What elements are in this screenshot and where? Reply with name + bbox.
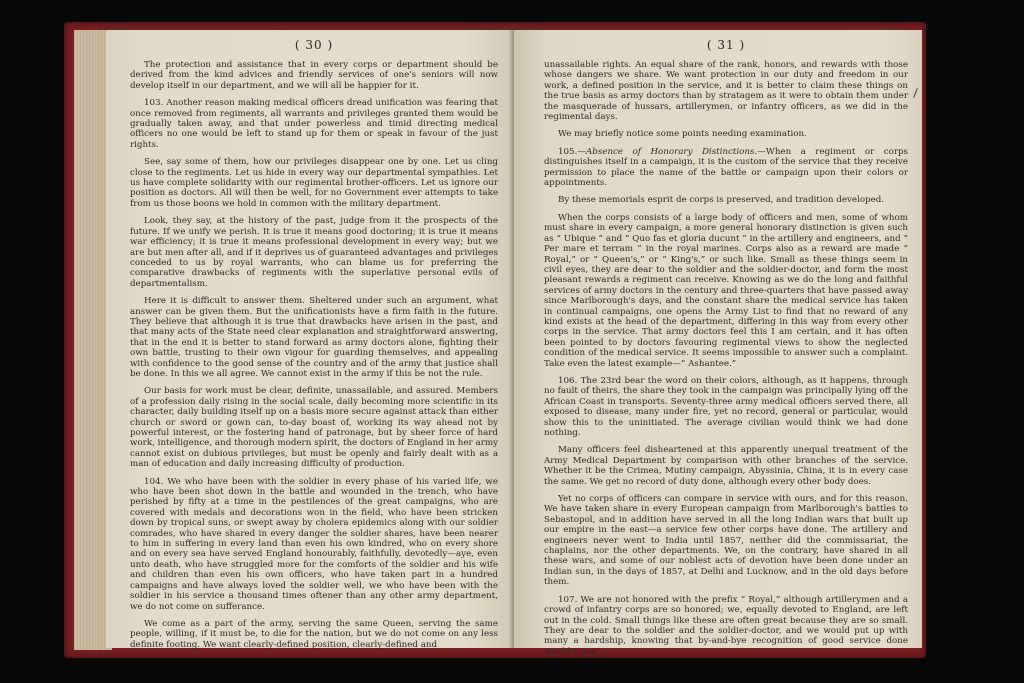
left-paragraph: Our basis for work must be clear, definite, unassailable, and assured. Members of a profession daily rising in the social scale, daily becoming more scientific in its character, daily building itself up on a basis more secure against attack than either church or sword or gown can, to-day boast of, working its way ahead not by powerful interest, or the fostering hand of patronage, but by sheer force of hard work, intelligence, and thorough modern spirit, the doctors of England in her army cannot exist on dubious privileges, but must be openly and fairly dealt with as a man of education and daily increasing difficulty of production. <box>130 386 498 470</box>
left-paragraph: Look, they say, at the history of the past, judge from it the prospects of the future. If we unify we perish. It is true it means good doctoring; it is true it means war efficiency; it is true it means professional development in every way; but we are but men after all, and if it deprives us of guaranteed advantages and privileges conceded to us by royal warrants, who can blame us for preferring the comparative drawbacks of regiments with the superlative personal evils of departmentalism. <box>130 216 498 289</box>
right-paragraph: We may briefly notice some points needing examination. <box>558 129 807 140</box>
right-paragraph: unassailable rights. An equal share of the rank, honors, and rewards with those whose dangers we share. We want protection in our duty and freedom in our work, a defined position in the service, and it is better to claim these things on the true basis as army doctors than by stratagem as it were to obtain them under the masquerade of hussars, artillerymen, or infantry officers, as we did in the regimental days. <box>544 60 908 123</box>
right-page <box>514 30 922 657</box>
right-paragraph: By these memorials esprit de corps is preserved, and tradition developed. <box>558 195 885 206</box>
left-paragraph: The protection and assistance that in every corps or department should be derived from the kind advices and friendly services of one's seniors will now develop itself in our department, and we will all be happier for it. <box>130 60 498 91</box>
section-105-heading: Absence of Honorary Distinctions. <box>586 146 758 157</box>
left-paragraph: See, say some of them, how our privileges disappear one by one. Let us cling close to the regiments. Let us hide in every way our departmental sympathies. Let us have complete solidarity with our regimental brother-officers. Let us ignore our position as doctors. All will then be well, for no Government ever attempts to take from us those boons we hold in common with the military department. <box>130 157 498 209</box>
margin-mark <box>913 88 917 98</box>
section-105-number: 105.— <box>558 146 587 157</box>
left-paragraph: 104. We who have been with the soldier in every phase of his varied life, we who have been shot down in the battle and wounded in the trench, who have perished by fifty at a time in the pestilences of the great campaigns, who are covered with medals and decorations won in the field, who have been stricken down by tropical suns, or swept away by cholera epidemics along with our soldier comrades, who have shared in every danger the soldier shares, have been nearer to him in suffering in every land than even his own kindred, who on every shore and on every sea have served England honourably, faithfully, devotedly—aye, even unto death, who have struggled more for the comforts of the soldier and his wife and children than even his own officers, who have taken part in a hundred campaigns and have always loved the soldier well, we who have been with the soldier in his service a thousand times oftener than any other army department, we do not come on sufferance. <box>130 476 498 612</box>
left-paragraph: We come as a part of the army, serving the same Queen, serving the same people, willing, if it must be, to die for the nation, but we do not come on any less definite footing. We want clearly-defined position, clearly-defined and <box>130 618 498 650</box>
section-105-paragraph: 105.—Absence of Honorary Distinctions.—When a regiment or corps distinguishes itself in a campaign, it is the custom of the service that they receive permission to place the name of the battle or campaign upon their colors or appointments. <box>544 146 908 189</box>
left-paragraph: 103. Another reason making medical officers dread unification was fearing that once removed from regiments, all warrants and privileges granted them would be gradually taken away, and that under powerless and timid directing medical officers no one would be left to stand up for them or speak in favour of the just rights. <box>130 98 498 150</box>
right-paragraph: 107. We are not honored with the prefix “ Royal,” although artillerymen and a crowd of infantry corps are so honored; we, equally devoted to England, are left out in the cold. Small things like these are often great because they are so small. They are dear to the soldier and the soldier-doctor, and we would put up with many a hardship, knowing that by-and-bye recognition of good service done would come. <box>544 594 908 657</box>
right-page-number: ( 31 ) <box>706 38 746 52</box>
left-page-number: ( 30 ) <box>294 38 334 52</box>
right-paragraph: Yet no corps of officers can compare in service with ours, and for this reason. We have taken share in every European campaign from Marlborough's battles to Sebastopol, and in addition have served in all the long Indian wars that built up our empire in the east—a service few other corps have done. The artillery and engineers never went to India until 1857, neither did the commissariat, the chaplains, nor the other departments. We, on the contrary, have shared in all these wars, and some of our noblest acts of devotion have been done under an Indian sun, in the days of 1857, at Delhi and Lucknow, and in the old days before them. <box>544 494 908 588</box>
right-paragraph: When the corps consists of a large body of officers and men, some of whom must share in every campaign, a more general honorary distinction is given such as “ Ubique ” and “ Quo fas et gloria ducunt ” in the artillery and engineers, and “ Per mare et terram ” in the royal marines. Corps also as a reward are made “ Royal,” or “ Queen's,” or “ King's,” or such like. Small as these things seem in civil eyes, they are dear to the soldier and the soldier-doctor, and form the most pleasant rewards a regiment can receive. Knowing as we do the long and faithful services of army doctors in the century and three-quarters that have passed away since Marlborough's days, and the constant share the medical service has taken in continual campaigns, one opens the Army List to find that no reward of any kind exists at the head of the department, differing in this way from every other corps in the service. That army doctors feel this I am certain, and it has often been pointed to by doctors favouring regimental views to show the neglected condition of the medical service. It seems impossible to answer such a complaint. Take even the latest example—“ Ashantee.” <box>544 212 908 369</box>
left-paragraph: Here it is difficult to answer them. Sheltered under such an argument, what answer can be given them. But the unificationists have a firm faith in the future. They believe that although it is true that drawbacks have arisen in the past, and that many acts of the State need clear explanation and straightforward answering, that in the end it is better to stand forward as army doctors alone, fighting their own battle, trusting to their own vigour for guarding themselves, and appealing with confidence to the good sense of the country and of the army that justice shall be done. In this we all agree. We cannot exist in the army if this be not the rule. <box>130 296 498 379</box>
section-105-body: When a regiment or corps distinguishes itself in a campaign, it is the custom of the service that they receive permission to place the name of the battle or campaign upon their colors or appointments. <box>544 146 908 189</box>
right-paragraph: 106. The 23rd bear the word on their colors, although, as it happens, through no fault of theirs, the share they took in the campaign was principally lying off the African Coast in transports. Seventy-three army medical officers served there, all exposed to disease, many under fire, yet no record, general or particular, would show this to the uninitiated. The average civilian would think we had done nothing. <box>544 375 908 438</box>
left-page <box>106 30 514 648</box>
right-paragraph: Many officers feel disheartened at this apparently unequal treatment of the Army Medical Department by comparison with other branches of the service. Whether it be the Crimea, Mutiny campaign, Abyssinia, China, it is in every case the same. We get no record of duty done, although every other body does. <box>544 445 908 487</box>
